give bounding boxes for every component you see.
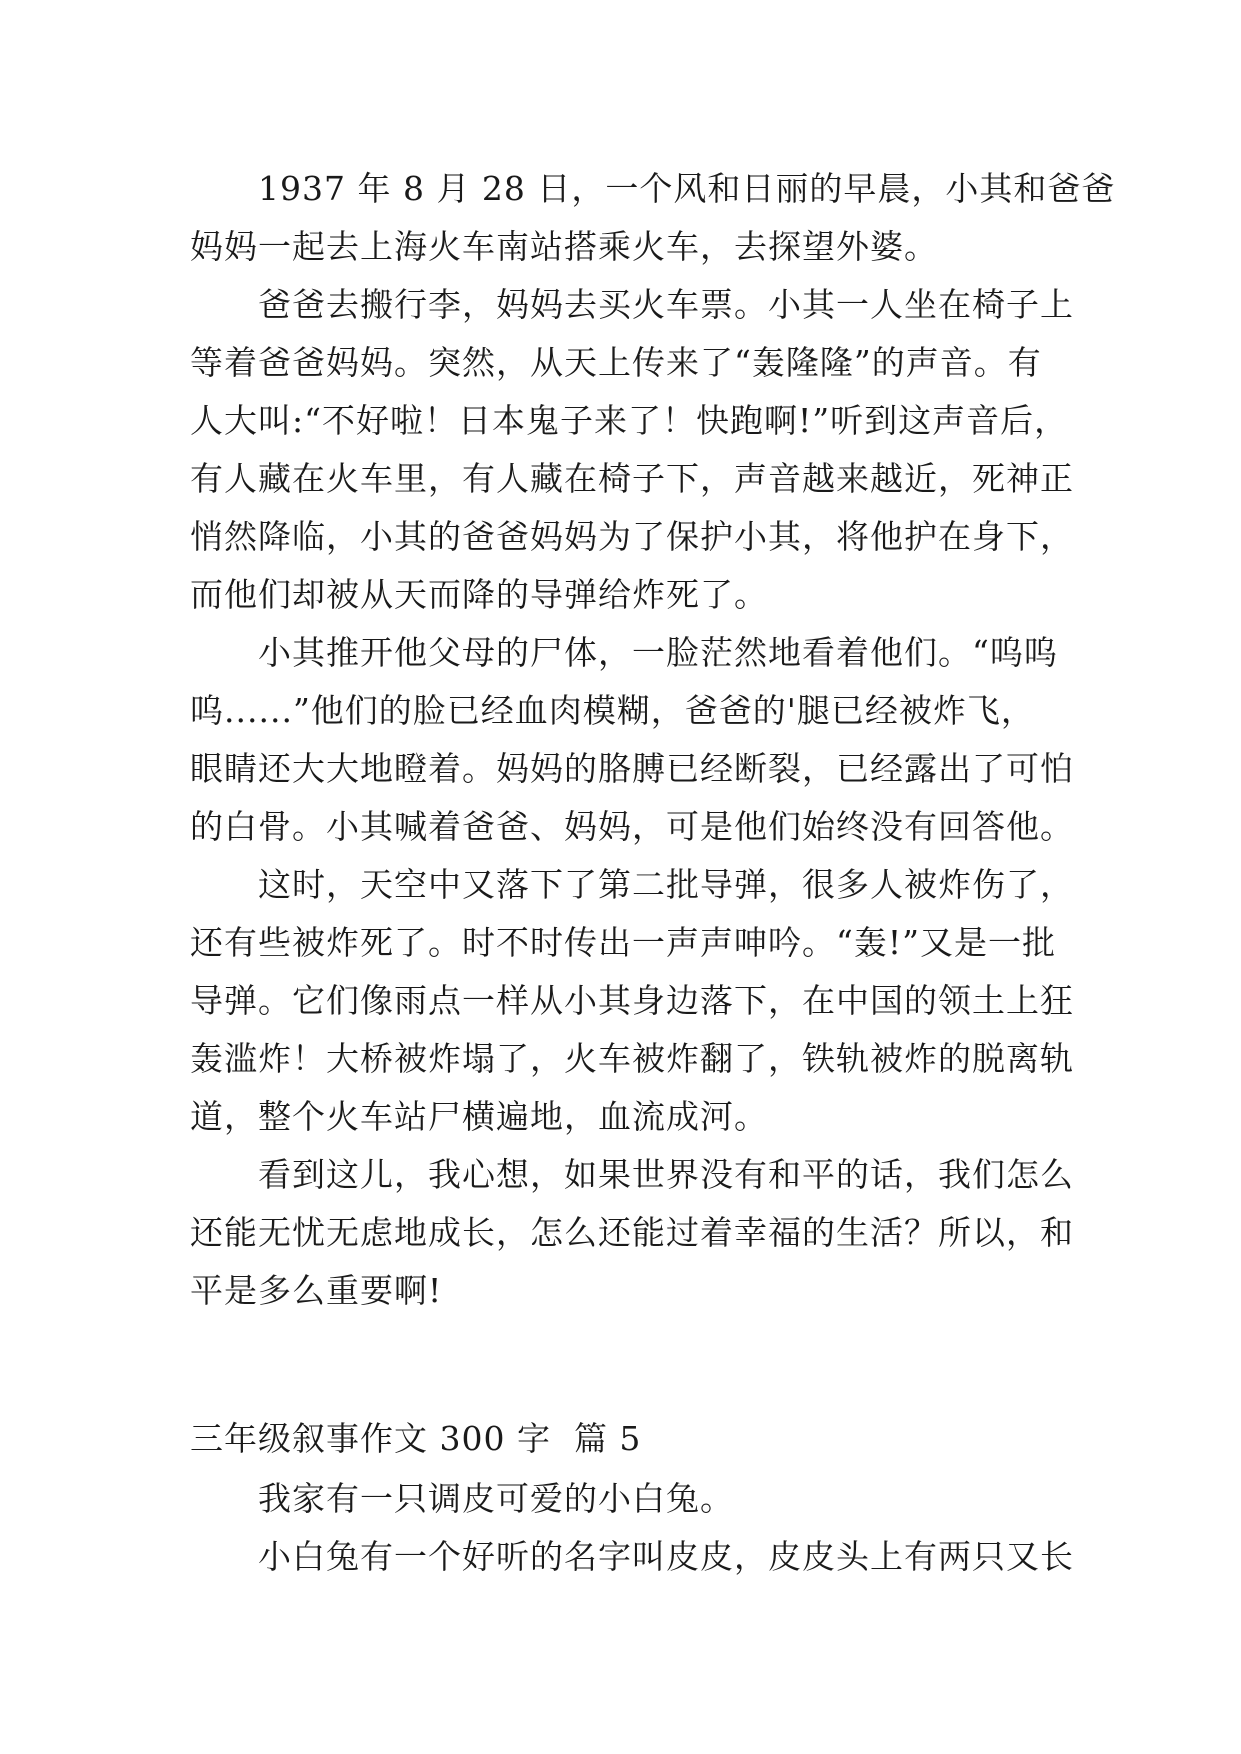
text-line: 小白兔有一个好听的名字叫皮皮，皮皮头上有两只又长 — [258, 1537, 1074, 1576]
text-line: 道，整个火车站尸横遍地，血流成河。 — [190, 1097, 768, 1136]
text-line: 眼睛还大大地瞪着。妈妈的胳膊已经断裂，已经露出了可怕 — [190, 749, 1074, 788]
text-line: 1937 年 8 月 28 日，一个风和日丽的早晨，小其和爸爸 — [258, 169, 1116, 208]
text-line: 还能无忧无虑地成长，怎么还能过着幸福的生活？所以，和 — [190, 1213, 1074, 1252]
paragraph-2 — [190, 276, 1074, 624]
text-line: 我家有一只调皮可爱的小白兔。 — [258, 1479, 734, 1518]
text-line: 轰滥炸！大桥被炸塌了，火车被炸翻了，铁轨被炸的脱离轨 — [190, 1039, 1074, 1078]
paragraph-7 — [190, 1528, 1074, 1586]
section-heading: 三年级叙事作文 300 字 篇 5 — [190, 1419, 642, 1458]
paragraph-4 — [190, 856, 1074, 1146]
text-line: 有人藏在火车里，有人藏在椅子下，声音越来越近，死神正 — [190, 459, 1074, 498]
paragraph-1 — [190, 160, 1116, 276]
text-line: 等着爸爸妈妈。突然，从天上传来了“轰隆隆”的声音。有 — [190, 343, 1042, 382]
text-line: 平是多么重要啊! — [190, 1271, 443, 1310]
paragraph-5 — [190, 1146, 1074, 1320]
essay-body — [190, 160, 1116, 1586]
paragraph-3 — [190, 624, 1074, 856]
text-line: 还有些被炸死了。时不时传出一声声呻吟。“轰!”又是一批 — [190, 923, 1057, 962]
text-line: 悄然降临，小其的爸爸妈妈为了保护小其，将他护在身下， — [190, 517, 1074, 556]
section-gap — [190, 1320, 1070, 1408]
text-line: 妈妈一起去上海火车南站搭乘火车，去探望外婆。 — [190, 227, 938, 266]
text-line: 导弹。它们像雨点一样从小其身边落下，在中国的领土上狂 — [190, 981, 1074, 1020]
text-line: 的白骨。小其喊着爸爸、妈妈，可是他们始终没有回答他。 — [190, 807, 1074, 846]
paragraph-6 — [190, 1470, 1070, 1528]
text-line: 爸爸去搬行李，妈妈去买火车票。小其一人坐在椅子上 — [258, 285, 1074, 324]
text-line: 这时，天空中又落下了第二批导弹，很多人被炸伤了， — [258, 865, 1074, 904]
text-line: 人大叫:“不好啦！日本鬼子来了！快跑啊!”听到这声音后， — [190, 401, 1069, 440]
text-line: 看到这儿，我心想，如果世界没有和平的话，我们怎么 — [258, 1155, 1074, 1194]
text-line: 小其推开他父母的尸体，一脸茫然地看着他们。“呜呜 — [258, 633, 1058, 672]
text-line: 呜......”他们的脸已经血肉模糊，爸爸的'腿已经被炸飞， — [190, 691, 1035, 730]
text-line: 而他们却被从天而降的导弹给炸死了。 — [190, 575, 768, 614]
